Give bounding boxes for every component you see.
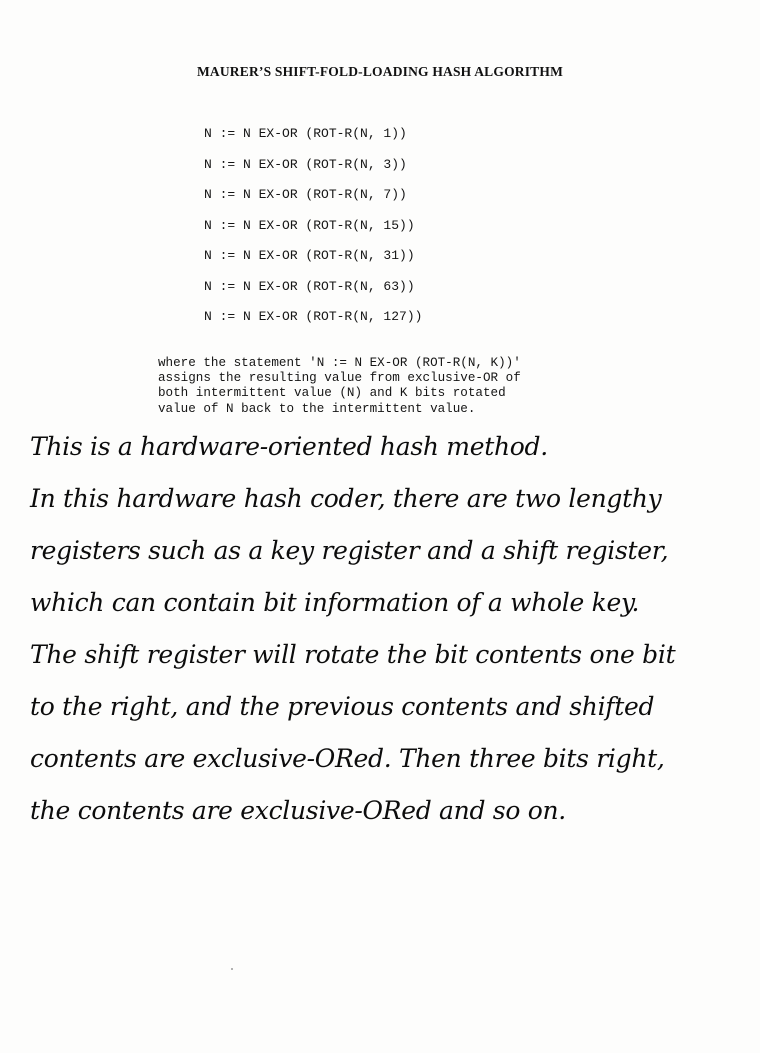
handwritten-line: which can contain bit information of a whole key.	[30, 588, 640, 617]
algorithm-line: N := N EX-OR (ROT-R(N, 7))	[204, 187, 407, 202]
handwritten-line: The shift register will rotate the bit contents one bit	[30, 640, 676, 669]
handwritten-line: contents are exclusive-ORed. Then three bits right,	[30, 744, 665, 773]
handwritten-line: to the right, and the previous contents and shifted	[30, 692, 655, 721]
note-line: value of N back to the intermittent value.	[158, 401, 476, 416]
algorithm-line: N := N EX-OR (ROT-R(N, 3))	[204, 156, 407, 172]
algorithm-line: N := N EX-OR (ROT-R(N, 31))	[204, 248, 415, 263]
algorithm-code-block	[204, 126, 422, 340]
explanation-note	[158, 356, 521, 417]
algorithm-line: N := N EX-OR (ROT-R(N, 127))	[204, 309, 423, 324]
handwritten-paragraph	[30, 421, 750, 837]
handwritten-line: In this hardware hash coder, there are two lengthy	[30, 484, 662, 513]
note-line: both intermittent value (N) and K bits rotated	[158, 386, 506, 401]
algorithm-line: N := N EX-OR (ROT-R(N, 1))	[204, 126, 407, 141]
handwritten-line: This is a hardware-oriented hash method.	[30, 432, 548, 461]
scan-speck	[231, 968, 233, 970]
handwritten-line: the contents are exclusive-ORed and so on.	[30, 796, 566, 825]
note-line: assigns the resulting value from exclusive-OR of	[158, 371, 521, 386]
document-title: MAURER’S SHIFT-FOLD-LOADING HASH ALGORITHM	[196, 64, 564, 79]
note-line: where the statement 'N := N EX-OR (ROT-R(N, K))'	[158, 356, 521, 370]
algorithm-line: N := N EX-OR (ROT-R(N, 15))	[204, 217, 415, 233]
algorithm-line: N := N EX-OR (ROT-R(N, 63))	[204, 278, 415, 294]
handwritten-line: registers such as a key register and a shift register,	[30, 536, 669, 565]
